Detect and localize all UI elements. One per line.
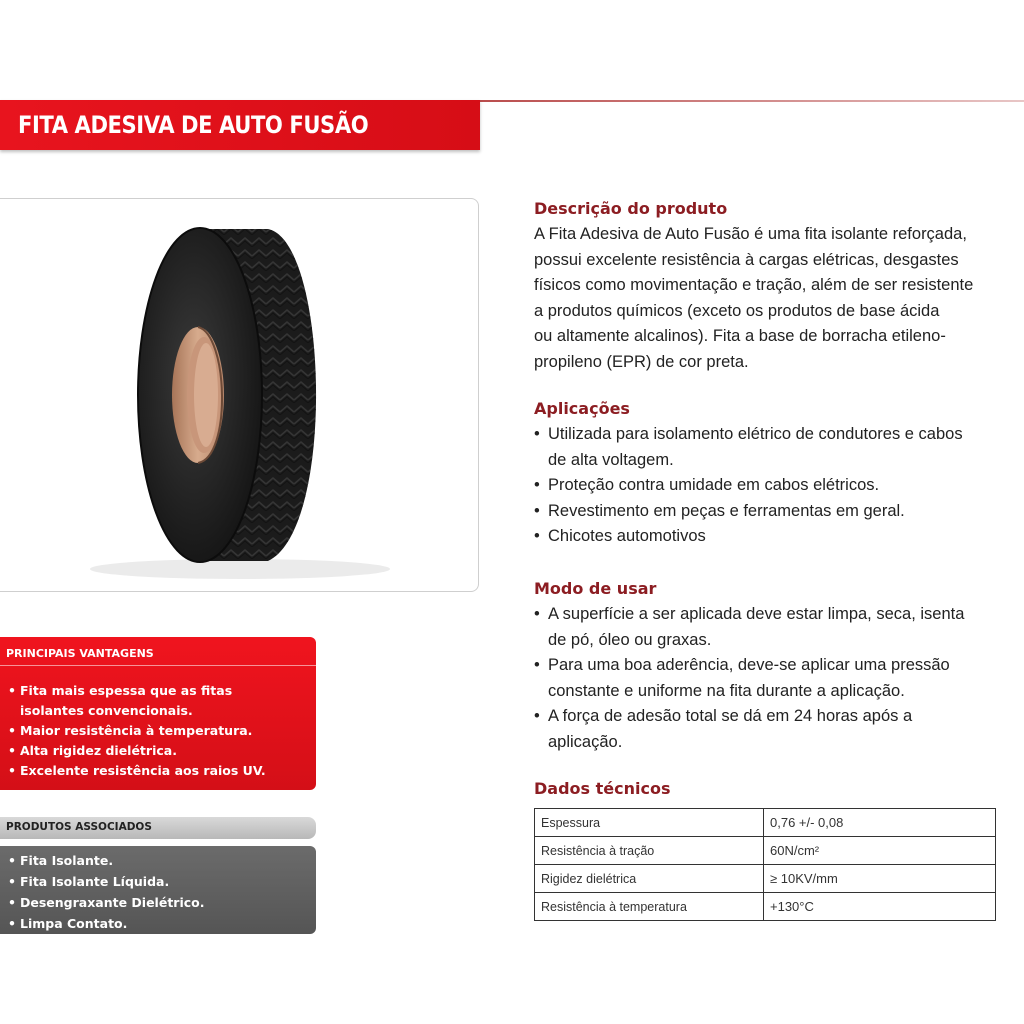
associated-list (8, 850, 205, 934)
application-text: Utilizada para isolamento elétrico de condutores e cabos (548, 425, 963, 443)
application-text: Chicotes automotivos (548, 527, 706, 545)
usage-text-cont: de pó, óleo ou graxas. (548, 630, 712, 649)
associated-title: PRODUTOS ASSOCIADOS (6, 821, 152, 833)
usage-item (534, 704, 964, 755)
description-line: físicos como movimentação e tração, além de ser resistente (534, 276, 974, 294)
advantage-item (8, 741, 266, 761)
applications-section (534, 396, 963, 550)
usage-text: Para uma boa aderência, deve-se aplicar uma pressão (548, 656, 950, 674)
table-row (535, 893, 996, 921)
advantage-item (8, 721, 266, 741)
application-text: Revestimento em peças e ferramentas em geral. (548, 501, 905, 520)
associated-item: • Fita Isolante. (8, 850, 205, 871)
description-line: A Fita Adesiva de Auto Fusão é uma fita isolante reforçada, (534, 225, 967, 243)
usage-text: A força de adesão total se dá em 24 horas após a (548, 707, 913, 725)
application-item (534, 524, 963, 550)
associated-item: • Limpa Contato. (8, 913, 205, 934)
technical-section (534, 776, 670, 802)
advantage-text: Maior resistência à temperatura. (20, 723, 253, 738)
technical-table (534, 808, 996, 921)
description-heading: Descrição do produto (534, 199, 728, 218)
description-section (534, 196, 973, 375)
table-cell-label: Resistência à temperatura (535, 893, 764, 921)
associated-item: • Fita Isolante Líquida. (8, 871, 205, 892)
technical-heading: Dados técnicos (534, 779, 671, 798)
usage-text-cont: aplicação. (548, 732, 623, 751)
advantage-text: Excelente resistência aos raios UV. (20, 763, 266, 778)
table-cell-label: Espessura (535, 809, 764, 837)
product-image-frame (0, 198, 479, 592)
application-item (534, 473, 963, 499)
tape-roll-image (0, 199, 478, 591)
advantage-item (8, 681, 266, 721)
associated-item: • Desengraxante Dielétrico. (8, 892, 205, 913)
table-cell-value: 0,76 +/- 0,08 (764, 809, 996, 837)
usage-list (534, 602, 964, 755)
description-line: propileno (EPR) de cor preta. (534, 352, 749, 371)
table-cell-value: +130°C (764, 893, 996, 921)
table-row (535, 865, 996, 893)
description-line: possui excelente resistência à cargas elétricas, desgastes (534, 250, 959, 269)
table-cell-value: ≥ 10KV/mm (764, 865, 996, 893)
advantages-panel (0, 637, 316, 790)
table-cell-label: Rigidez dielétrica (535, 865, 764, 893)
table-cell-value: 60N/cm² (764, 837, 996, 865)
page-title: FITA ADESIVA DE AUTO FUSÃO (18, 111, 369, 139)
application-item (534, 422, 963, 473)
table-row (535, 809, 996, 837)
associated-header (0, 817, 316, 839)
advantages-list (8, 681, 266, 781)
advantages-title: PRINCIPAIS VANTAGENS (6, 647, 154, 660)
associated-panel (0, 846, 316, 934)
advantage-text: Fita mais espessa que as fitas (20, 683, 233, 698)
usage-heading: Modo de usar (534, 579, 657, 598)
application-item (534, 499, 963, 525)
description-line: a produtos químicos (exceto os produtos de base ácida (534, 301, 940, 320)
applications-heading: Aplicações (534, 399, 630, 418)
application-text: Proteção contra umidade em cabos elétricos. (548, 476, 880, 494)
table-cell-label: Resistência à tração (535, 837, 764, 865)
usage-text-cont: constante e uniforme na fita durante a aplicação. (548, 681, 905, 700)
table-row (535, 837, 996, 865)
advantage-text-cont: isolantes convencionais. (20, 703, 193, 718)
title-banner (0, 100, 480, 150)
usage-text: A superfície a ser aplicada deve estar limpa, seca, isenta (548, 605, 965, 623)
usage-item (534, 653, 964, 704)
application-text-cont: de alta voltagem. (548, 450, 674, 469)
advantage-text: Alta rigidez dielétrica. (20, 743, 177, 758)
advantage-item (8, 761, 266, 781)
applications-list (534, 422, 963, 550)
usage-item (534, 602, 964, 653)
usage-section (534, 576, 964, 755)
top-divider (470, 100, 1024, 102)
description-line: ou altamente alcalinos). Fita a base de borracha etileno- (534, 327, 946, 345)
